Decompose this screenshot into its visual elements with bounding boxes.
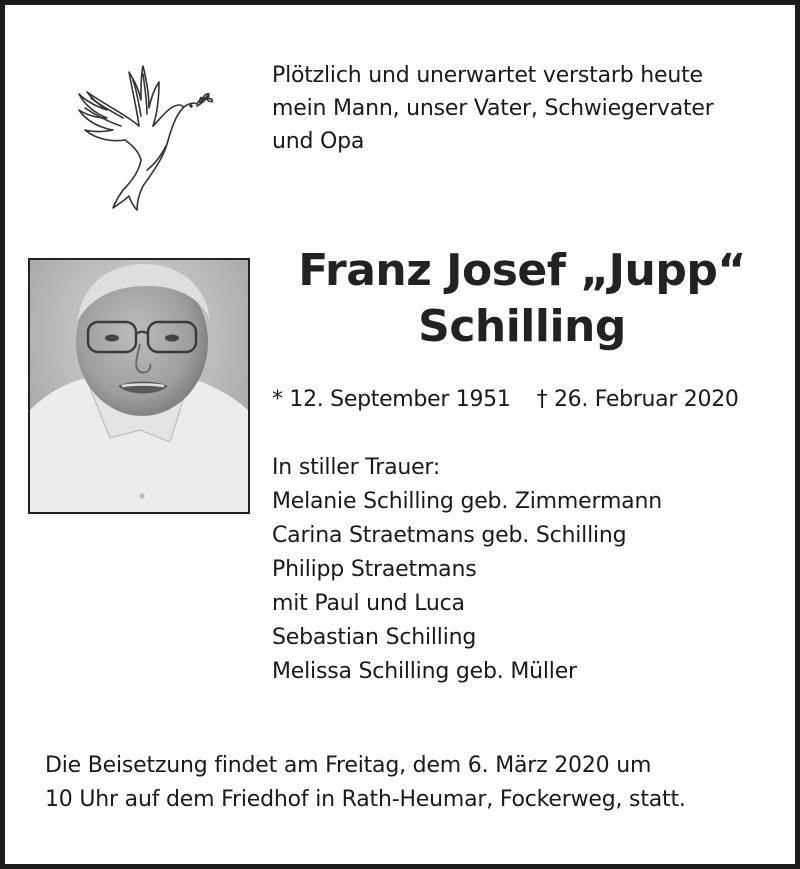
burial-line: Die Beisetzung findet am Freitag, dem 6. März 2020 um <box>45 753 652 778</box>
mourner-name: Melanie Schilling geb. Zimmermann <box>272 489 662 514</box>
dove-icon <box>67 60 213 212</box>
intro-line: mein Mann, unser Vater, Schwiegervater <box>272 96 714 121</box>
mourners-heading: In stiller Trauer: <box>272 455 441 480</box>
mourner-name: Philipp Straetmans <box>272 557 477 582</box>
intro-line: und Opa <box>272 129 365 154</box>
mourner-name: mit Paul und Luca <box>272 591 465 616</box>
mourner-name: Carina Straetmans geb. Schilling <box>272 523 627 548</box>
name-line-2: Schilling <box>418 301 626 352</box>
portrait-photo <box>28 258 250 514</box>
deceased-name <box>267 243 777 355</box>
mourner-name: Sebastian Schilling <box>272 625 477 650</box>
intro-line: Plötzlich und unerwartet verstarb heute <box>272 63 703 88</box>
life-dates <box>272 383 772 416</box>
death-date: † 26. Februar 2020 <box>536 387 739 412</box>
mourner-name: Melissa Schilling geb. Müller <box>272 659 577 684</box>
burial-line: 10 Uhr auf dem Friedhof in Rath-Heumar, Fockerweg, statt. <box>45 787 686 812</box>
mourners-list <box>272 451 782 689</box>
intro-text <box>272 59 772 158</box>
birth-date: * 12. September 1951 <box>272 387 511 412</box>
name-line-1: Franz Josef „Jupp“ <box>298 245 746 296</box>
burial-info <box>45 749 785 817</box>
